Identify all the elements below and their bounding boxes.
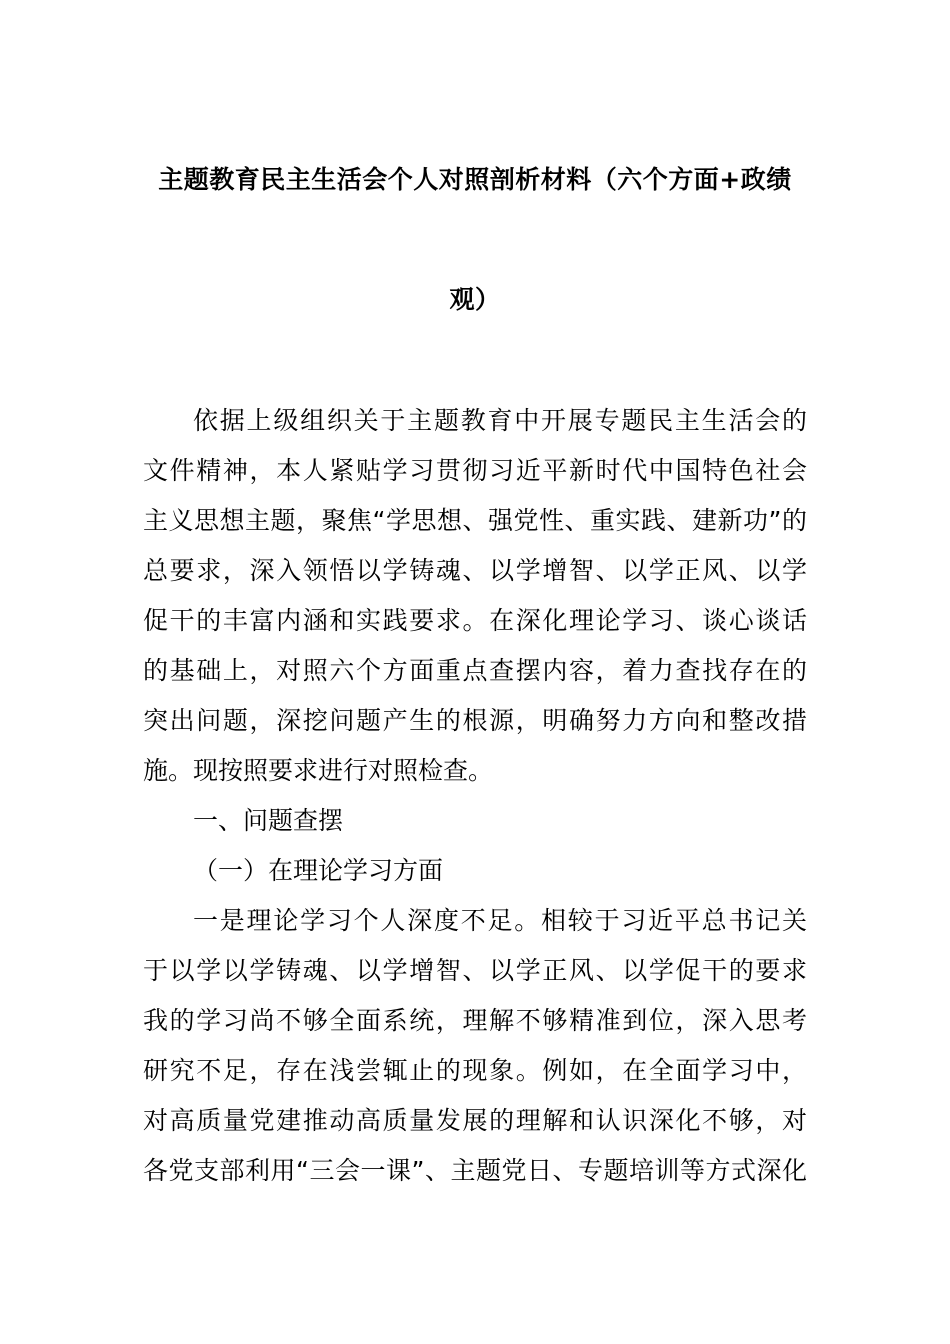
paragraph-1-line-8: 施。现按照要求进行对照检查。: [143, 756, 494, 785]
document-title-line-2: 观）: [449, 285, 501, 314]
section-heading-problems: 一、问题查摆: [193, 806, 344, 835]
paragraph-2-line-5: 对高质量党建推动高质量发展的理解和认识深化不够，对: [143, 1106, 807, 1135]
paragraph-1-line-4: 总要求，深入领悟以学铸魂、以学增智、以学正风、以学: [143, 556, 807, 585]
paragraph-2-line-6: 各党支部利用“三会一课”、主题党日、专题培训等方式深化: [143, 1156, 807, 1185]
paragraph-1-line-1: 依据上级组织关于主题教育中开展专题民主生活会的: [193, 406, 807, 435]
paragraph-1-line-2: 文件精神，本人紧贴学习贯彻习近平新时代中国特色社会: [143, 456, 807, 485]
document-title-line-1: 主题教育民主生活会个人对照剖析材料（六个方面+政绩: [158, 165, 792, 194]
paragraph-2-line-3: 我的学习尚不够全面系统，理解不够精准到位，深入思考: [143, 1006, 807, 1035]
subsection-heading-theory-study: （一）在理论学习方面: [193, 856, 444, 885]
paragraph-1-line-3: 主义思想主题，聚焦“学思想、强党性、重实践、建新功”的: [143, 506, 807, 535]
paragraph-2-line-2: 于以学以学铸魂、以学增智、以学正风、以学促干的要求: [143, 956, 807, 985]
paragraph-1-line-5: 促干的丰富内涵和实践要求。在深化理论学习、谈心谈话: [143, 606, 807, 635]
paragraph-1-line-6: 的基础上，对照六个方面重点查摆内容，着力查找存在的: [143, 656, 807, 685]
paragraph-1-line-7: 突出问题，深挖问题产生的根源，明确努力方向和整改措: [143, 706, 807, 735]
paragraph-2-line-1: 一是理论学习个人深度不足。相较于习近平总书记关: [193, 906, 807, 935]
paragraph-2-line-4: 研究不足，存在浅尝辄止的现象。例如，在全面学习中，: [143, 1056, 807, 1085]
